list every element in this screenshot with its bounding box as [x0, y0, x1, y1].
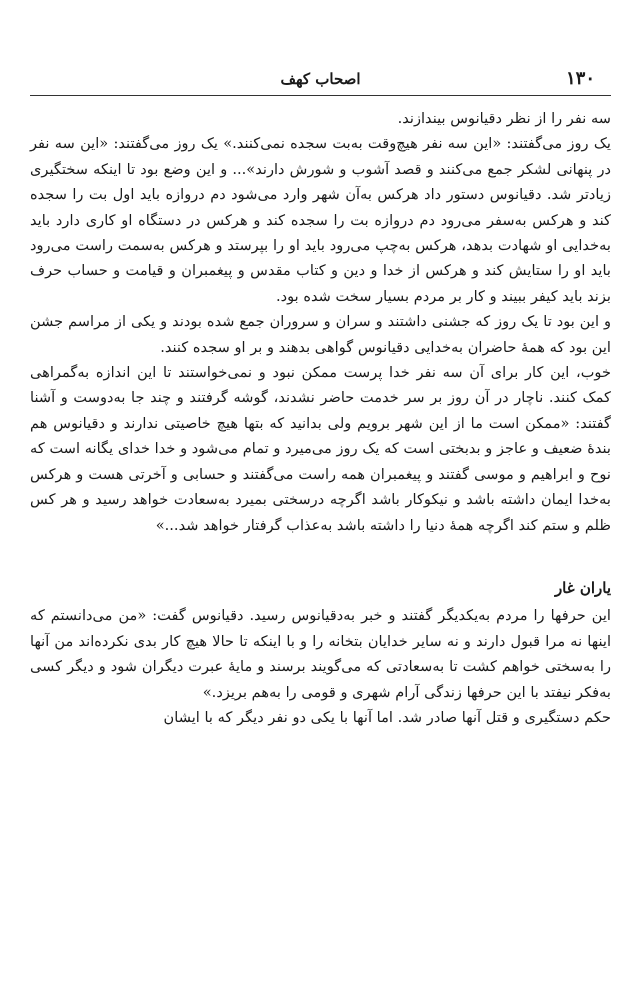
paragraph: یک روز می‌گفتند: «این سه نفر هیچ‌وقت به‌بت سجده نمی‌کنند.» یک روز می‌گفتند: «این سه نفر در پنهانی لشکر جمع می‌کنند و قصد آشوب و شورش دارند»... و این وضع بود تا اینکه سختگیری زیادتر شد. دقیانوس دستور داد هرکس به‌آن شهر وارد می‌شود دم دروازه باید اول بت را سجده کند و هرکس به‌سفر می‌رود دم دروازه بت را سجده کند و هرکس در دستگاه او کاری دارد باید به‌خدایی او شهادت بدهد، هرکس به‌چپ می‌رود باید او را بپرستد و هرکس به‌سمت راست می‌رود باید او را ستایش کند و هرکس از خدا و دین و کتاب مقدس و پیغمبران و قیامت و حساب حرف بزند باید کیفر ببیند و کار بر مردم بسیار سخت شده بود.	[30, 135, 611, 305]
page-number: ۱۳۰	[565, 68, 595, 89]
paragraph: خوب، این کار برای آن سه نفر خدا پرست ممکن نبود و نمی‌خواستند تا این اندازه به‌گمراهی کمک کنند. ناچار در آن روز بر سر خدمت حاضر نشدند، گوشه گرفتند و چند جا به‌دوست و آشنا گفتند: «ممکن است ما از این شهر برویم ولی بدانید که بتها هیچ خاصیتی ندارند و دقیانوس هم بندهٔ ضعیف و عاجز و بدبختی است که یک روز می‌میرد و تمام می‌شود و خدا خدای یگانه است که نوح و ابراهیم و موسی گفتند و پیغمبران همه راست می‌گفتند و حسابی و آخرتی هست و هرکس به‌خدا ایمان داشته باشد و نیکوکار باشد اگرچه درسختی بمیرد به‌سعادت خواهد رسید و هر کس ظلم و ستم کند اگرچه همهٔ دنیا را داشته باشد به‌عذاب گرفتار خواهد شد...»	[30, 364, 611, 534]
body-text	[30, 106, 611, 730]
paragraph: این حرفها را مردم به‌یکدیگر گفتند و خبر به‌دقیانوس رسید. دقیانوس گفت: «من می‌دانستم که اینها نه مرا قبول دارند و نه سایر خدایان بتخانه را و با اینکه تا حالا هیچ کار بدی نکرده‌اند من آنها را به‌سختی خواهم کشت تا به‌سعادتی که می‌گویند برسند و مایهٔ عبرت دیگران شود و دیگر کسی به‌فکر نیفتد با این حرفها زندگی آرام شهری و قومی را به‌هم بریزد.»	[30, 607, 611, 701]
paragraph: سه نفر را از نظر دقیانوس بیندازند.	[397, 110, 611, 127]
paragraph: حکم دستگیری و قتل آنها صادر شد. اما آنها با یکی دو نفر دیگر که با ایشان	[163, 708, 611, 726]
section-heading: یاران غار	[554, 578, 611, 597]
page-header	[30, 62, 611, 96]
paragraph: و این بود تا یک روز که جشنی داشتند و سران و سروران جمع شده بودند و یکی از مراسم جشن این بود که همهٔ حاضران به‌خدایی دقیانوس گواهی بدهند و بر او سجده کنند.	[30, 313, 611, 356]
running-title: اصحاب کهف	[280, 70, 361, 88]
header-rule	[30, 95, 611, 96]
